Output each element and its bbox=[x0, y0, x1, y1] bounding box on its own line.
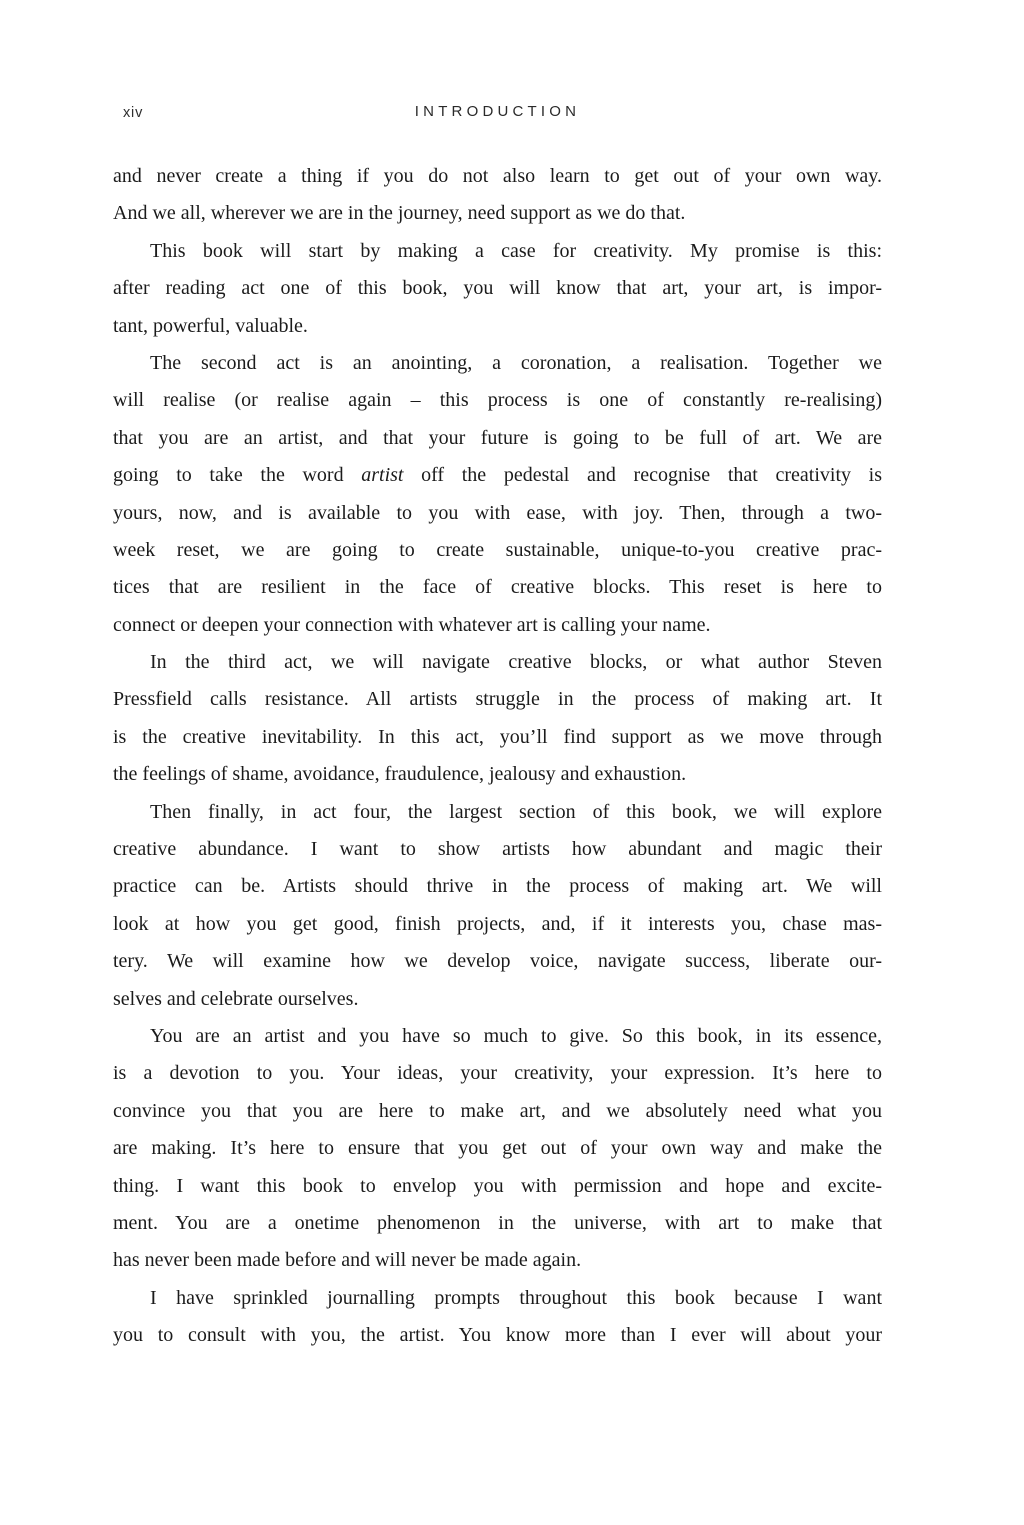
text-line: This book will start by making a case for creativity. My promise is this: bbox=[150, 239, 882, 262]
text-segment: going to take the word bbox=[113, 464, 362, 487]
paragraph bbox=[113, 1280, 882, 1355]
text-line: practice can be. Artists should thrive in the process of making art. We will bbox=[113, 875, 882, 898]
text-line: and never create a thing if you do not also learn to get out of your own way. bbox=[113, 165, 882, 187]
running-head: INTRODUCTION bbox=[414, 103, 581, 120]
text-line: ment. You are a onetime phenomenon in the universe, with art to make that bbox=[113, 1211, 882, 1234]
text-line: will realise (or realise again – this process is one of constantly re-realising) bbox=[113, 389, 882, 412]
italic-word: artist bbox=[361, 464, 404, 487]
text-line: In the third act, we will navigate creative blocks, or what author Steven bbox=[150, 651, 882, 674]
text-line: And we all, wherever we are in the journey, need support as we do that. bbox=[113, 202, 686, 225]
paragraph bbox=[113, 1018, 882, 1280]
text-line: Then finally, in act four, the largest section of this book, we will explore bbox=[150, 800, 882, 823]
text-line: The second act is an anointing, a coronation, a realisation. Together we bbox=[150, 351, 882, 374]
body-text bbox=[113, 158, 882, 1355]
text-line: yours, now, and is available to you with ease, with joy. Then, through a two- bbox=[113, 501, 882, 524]
text-line: look at how you get good, finish projects, and, if it interests you, chase mas- bbox=[113, 912, 882, 935]
text-line: is a devotion to you. Your ideas, your creativity, your expression. It’s here to bbox=[113, 1062, 882, 1085]
text-line: has never been made before and will never be made again. bbox=[113, 1249, 582, 1272]
text-line: connect or deepen your connection with whatever art is calling your name. bbox=[113, 613, 711, 636]
text-line: convince you that you are here to make art, and we absolutely need what you bbox=[113, 1099, 882, 1122]
paragraph bbox=[113, 794, 882, 1018]
page-number: xiv bbox=[123, 105, 144, 121]
text-line: tant, powerful, valuable. bbox=[113, 314, 308, 337]
text-line: after reading act one of this book, you will know that art, your art, is impor- bbox=[113, 277, 882, 300]
paragraph bbox=[113, 644, 882, 794]
text-line: You are an artist and you have so much to give. So this book, in its essence, bbox=[150, 1024, 882, 1047]
text-line: week reset, we are going to create sustainable, unique-to-you creative prac- bbox=[113, 538, 882, 561]
text-segment: off the pedestal and recognise that creativity is bbox=[403, 464, 882, 487]
page-header bbox=[113, 103, 882, 125]
text-line: creative abundance. I want to show artists how abundant and magic their bbox=[113, 838, 882, 861]
text-line: I have sprinkled journalling prompts throughout this book because I want bbox=[150, 1286, 882, 1309]
text-line: are making. It’s here to ensure that you get out of your own way and make the bbox=[113, 1137, 882, 1160]
text-line: tery. We will examine how we develop voice, navigate success, liberate our- bbox=[113, 950, 882, 973]
text-line: selves and celebrate ourselves. bbox=[113, 987, 359, 1010]
text-line: tices that are resilient in the face of creative blocks. This reset is here to bbox=[113, 576, 882, 599]
paragraph bbox=[113, 158, 882, 233]
paragraph bbox=[113, 345, 882, 644]
paragraph bbox=[113, 233, 882, 345]
text-line bbox=[113, 457, 882, 494]
text-line: that you are an artist, and that your future is going to be full of art. We are bbox=[113, 426, 882, 449]
text-line: thing. I want this book to envelop you with permission and hope and excite- bbox=[113, 1174, 882, 1197]
text-line: is the creative inevitability. In this act, you’ll find support as we move through bbox=[113, 725, 882, 748]
text-line: Pressfield calls resistance. All artists struggle in the process of making art. It bbox=[113, 688, 882, 711]
text-line: the feelings of shame, avoidance, fraudulence, jealousy and exhaustion. bbox=[113, 763, 687, 786]
text-line: you to consult with you, the artist. You know more than I ever will about your bbox=[113, 1324, 882, 1347]
